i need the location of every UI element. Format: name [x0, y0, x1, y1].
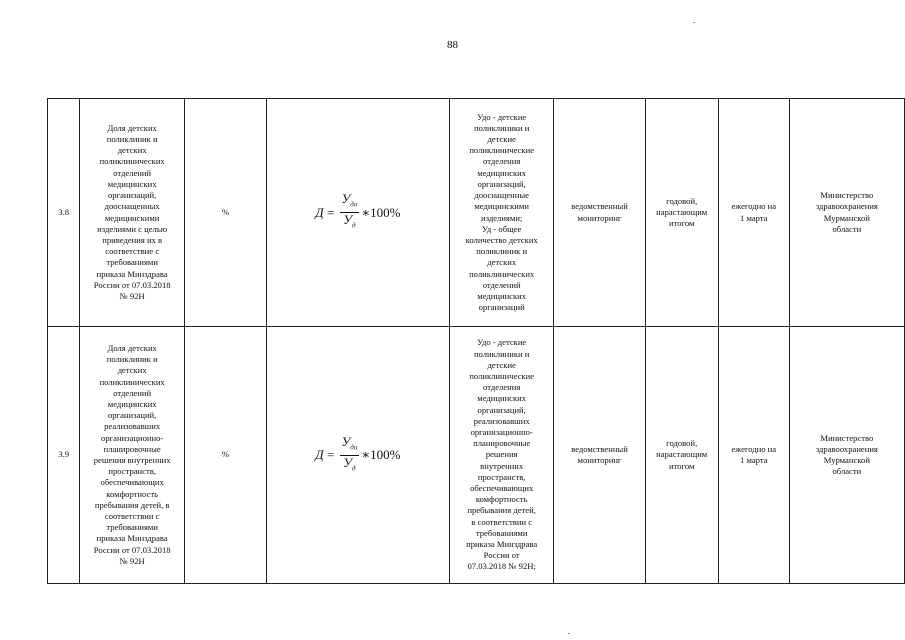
indicator-name-line: детских	[117, 365, 147, 376]
indicator-name-line: отделений	[113, 387, 152, 398]
formula-numerator: $У_{до}$	[340, 192, 360, 213]
indicator-name-line: № 92Н	[119, 290, 145, 301]
data-source	[554, 327, 645, 584]
formula-tail: ∗100%	[361, 447, 401, 463]
indicator-name-line: поликлиник и	[106, 134, 158, 145]
indicator-name-line: Доля детских	[107, 122, 157, 133]
periodicity	[645, 327, 718, 584]
variable-definitions-line: России от	[483, 550, 520, 561]
formula: Д = $\frac{У_{до}}{У_д}$ ∗100%	[315, 435, 400, 475]
data-source-line: мониторинг	[577, 455, 622, 465]
data-source-line: мониторинг	[577, 212, 622, 223]
indicator-name-line: пространств,	[108, 466, 156, 477]
indicator-name-line: поликлиник и	[106, 354, 158, 365]
variable-definitions-line: реализовавших	[473, 415, 530, 426]
variable-definitions-line: пространств,	[477, 471, 526, 482]
variable-definitions-line: приказа Минздрава	[466, 539, 538, 550]
indicator-name-line: решения внутренних	[93, 455, 171, 465]
deadline	[718, 99, 789, 327]
indicators-table	[47, 98, 905, 584]
variable-definitions-line: отделений	[482, 279, 521, 290]
indicator-name-line: детских	[117, 145, 147, 156]
indicator-name-line: Доля детских	[107, 342, 157, 353]
variable-definitions-line: дооснащенные	[474, 190, 529, 201]
variable-definitions-line: 07.03.2018 № 92Н;	[467, 561, 536, 572]
variable-definitions-line: организационно-	[470, 426, 533, 437]
unit: %	[184, 99, 266, 327]
indicator-name-line: медицинскими	[104, 212, 160, 223]
indicator-name-line: медицинских	[107, 178, 157, 189]
periodicity-line: итогом	[668, 218, 695, 229]
variable-definitions-line: организаций,	[477, 178, 526, 189]
variable-definitions-line: требованиями	[475, 527, 528, 538]
row-number: 3.8	[48, 99, 80, 327]
variable-definitions-line: поликлинические	[469, 370, 535, 381]
indicator-name-line: дооснащенных	[104, 201, 160, 212]
indicator-name-line: реализовавших	[104, 421, 161, 432]
indicator-name-line: № 92Н	[119, 555, 145, 566]
variable-definitions-line: в соответствии с	[471, 516, 533, 527]
indicator-name-line: приказа Минздрава	[96, 268, 168, 279]
indicator-name-line: соответствии с	[104, 511, 160, 522]
deadline-line: 1 марта	[740, 212, 768, 223]
responsible-body-line: Министерство	[820, 190, 874, 201]
periodicity-line: итогом	[668, 460, 695, 471]
responsible-body-line: Министерство	[820, 432, 874, 443]
indicator-name-line: требованиями	[106, 522, 158, 533]
formula-fraction	[340, 435, 360, 475]
indicator-name-line: приказа Минздрава	[96, 533, 168, 544]
indicator-name-line: России от 07.03.2018	[93, 279, 171, 290]
variable-definitions-line: медицинскими	[474, 201, 529, 212]
indicator-name-line: поликлинических	[99, 376, 165, 387]
indicator-name-line: России от 07.03.2018	[93, 544, 171, 555]
variable-definitions-line: медицинских	[477, 290, 527, 301]
formula: Д = $\frac{У_{до}}{У_д}$ ∗100%	[315, 192, 400, 232]
deadline-line: ежегодно на	[731, 443, 777, 454]
variable-definitions-line: медицинских	[477, 167, 527, 178]
indicator-name-line: организационно-	[101, 432, 164, 443]
variable-definitions-line: Уд - общее	[482, 223, 522, 234]
deadline-line: ежегодно на	[731, 201, 777, 212]
variable-definitions-line: планировочные	[473, 438, 531, 449]
responsible-body	[789, 99, 904, 327]
indicator-name-line: комфортность	[106, 488, 159, 499]
indicator-name-line: приведения их в	[102, 234, 163, 245]
variable-definitions-line: поликлиники и	[473, 122, 530, 133]
variable-definitions-line: комфортность	[475, 494, 528, 505]
indicator-name-line: организаций,	[108, 190, 157, 201]
variable-definitions-line: обеспечивающих	[470, 483, 534, 493]
indicator-name-line: планировочные	[103, 443, 161, 454]
variable-definitions	[449, 99, 554, 327]
variable-definitions-line: организаций	[478, 302, 525, 313]
indicator-name-line: отделений	[113, 167, 152, 178]
data-source-line: ведомственный	[571, 201, 628, 212]
responsible-body-line: Мурманской	[823, 212, 870, 223]
responsible-body-line: Мурманской	[823, 455, 870, 465]
variable-definitions-line: внутренних	[480, 460, 524, 471]
variable-definitions-line: поликлиник и	[476, 246, 528, 257]
responsible-body-line: здравоохранения	[815, 443, 878, 454]
variable-definitions-line: детских	[487, 257, 517, 268]
page-number: 88	[447, 39, 458, 51]
variable-definitions-line: количество детских	[465, 234, 538, 245]
formula-tail: ∗100%	[361, 204, 401, 220]
formula-cell	[267, 327, 450, 584]
row-number: 3.9	[48, 327, 80, 584]
indicator-name-line: требованиями	[106, 257, 158, 268]
indicator-name-line: медицинских	[107, 398, 157, 409]
formula-lhs: Д	[315, 447, 324, 463]
variable-definitions-line: поликлинических	[469, 268, 535, 279]
variable-definitions-line: поликлиники и	[473, 348, 530, 359]
periodicity-line: нарастающим	[656, 206, 708, 217]
formula-denominator: $У_д$	[343, 454, 356, 473]
variable-definitions-line: пребывания детей,	[467, 505, 536, 516]
indicator-name	[80, 327, 185, 584]
responsible-body	[789, 327, 904, 584]
table-body	[48, 99, 905, 584]
unit: %	[184, 327, 266, 584]
variable-definitions-line: отделения	[483, 382, 521, 393]
indicator-name-line: соответствие с	[105, 246, 160, 257]
table-row	[48, 327, 905, 584]
scan-speck	[693, 22, 695, 23]
periodicity-line: нарастающим	[656, 449, 708, 460]
variable-definitions-line: детские	[487, 359, 516, 370]
periodicity-line: годовой,	[666, 195, 698, 206]
responsible-body-line: области	[832, 223, 862, 234]
variable-definitions-line: отделения	[483, 156, 521, 167]
table-row	[48, 99, 905, 327]
variable-definitions-line: медицинских	[477, 393, 527, 404]
formula-lhs: Д	[315, 204, 324, 220]
variable-definitions-line: поликлинические	[469, 145, 535, 156]
variable-definitions-line: Удо - детские	[477, 337, 527, 348]
deadline	[718, 327, 789, 584]
deadline-line: 1 марта	[740, 455, 768, 465]
formula-cell	[267, 99, 450, 327]
variable-definitions-line: изделиями;	[481, 212, 523, 223]
indicator-name-line: изделиями с целью	[97, 223, 168, 234]
scan-speck	[568, 633, 570, 634]
indicator-name	[80, 99, 185, 327]
indicator-name-line: обеспечивающих	[100, 477, 164, 488]
variable-definitions-line: организаций,	[477, 404, 526, 415]
data-source	[554, 99, 645, 327]
variable-definitions	[449, 327, 554, 584]
variable-definitions-line: Удо - детские	[477, 111, 527, 122]
variable-definitions-line: решения	[485, 449, 518, 460]
indicator-name-line: пребывания детей, в	[94, 499, 170, 510]
formula-denominator: $У_д$	[343, 212, 356, 230]
data-source-line: ведомственный	[571, 443, 628, 454]
periodicity	[645, 99, 718, 327]
formula-numerator: $У_{до}$	[340, 435, 360, 456]
indicator-name-line: организаций,	[108, 410, 157, 421]
variable-definitions-line: детские	[487, 134, 516, 145]
responsible-body-line: области	[832, 466, 862, 477]
indicator-name-line: поликлинических	[99, 156, 165, 167]
formula-fraction	[340, 192, 360, 232]
responsible-body-line: здравоохранения	[815, 201, 878, 212]
periodicity-line: годовой,	[666, 438, 698, 449]
